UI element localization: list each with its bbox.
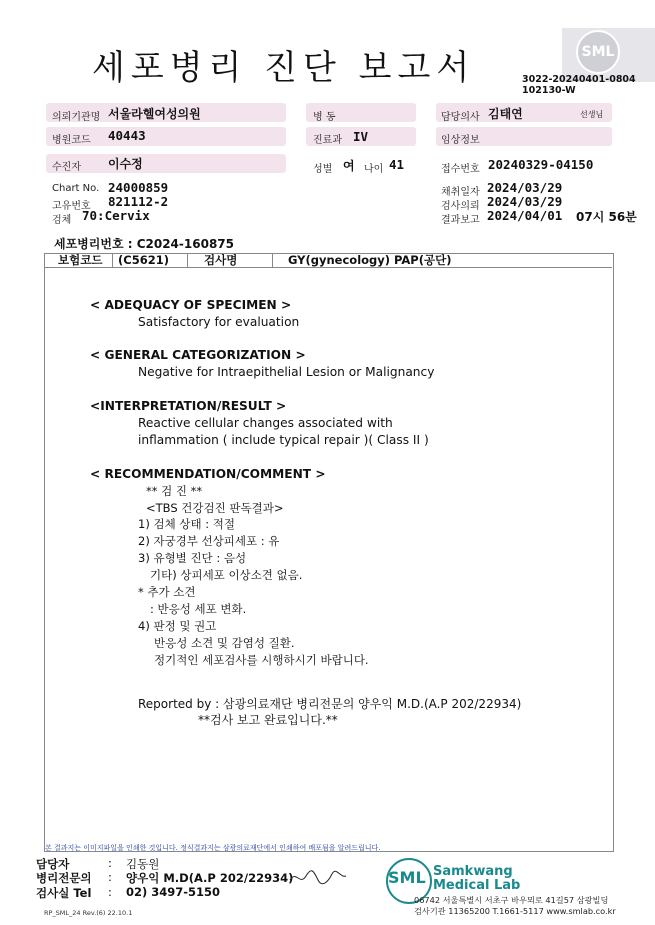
reported-by: Reported by : 삼광의료재단 병리전문의 양우익 M.D.(A.P 202/22934) <box>138 697 522 711</box>
receipt-label: 접수번호 <box>441 164 480 175</box>
clinical-info-label: 임상정보 <box>441 135 480 146</box>
lab-address: 06742 서울특별시 서초구 바우뫼로 41길57 삼광빌딩 <box>414 895 609 905</box>
age-label: 나이 <box>364 164 384 175</box>
colon: : <box>108 870 112 884</box>
pathology-number: 세포병리번호 : C2024-160875 <box>54 237 234 251</box>
brand-name-line2: Medical Lab <box>433 878 521 893</box>
collect-date-label: 채취일자 <box>441 187 480 198</box>
test-name-value: GY(gynecology) PAP(공단) <box>288 253 452 267</box>
insurance-code-value: (C5621) <box>118 253 169 267</box>
request-date-label: 검사의뢰 <box>441 201 480 212</box>
result-time-value: 07시 56분 <box>576 210 637 224</box>
report-code-line2: 102130-W <box>522 85 576 96</box>
recommendation-heading: < RECOMMENDATION/COMMENT > <box>90 467 326 481</box>
rec-line: : 반응성 세포 변화. <box>150 602 247 616</box>
sml-logo-icon: SML <box>576 30 620 74</box>
divider <box>187 253 188 267</box>
doctor-label: 담당의사 <box>441 112 480 123</box>
rec-line: <TBS 건강검진 판독결과> <box>146 501 284 515</box>
doctor-value: 김태연 <box>488 107 523 121</box>
lab-tel-label: 검사실 Tel <box>36 886 92 900</box>
test-header-row <box>44 253 612 268</box>
divider <box>272 253 273 267</box>
unique-no-value: 821112-2 <box>108 194 169 209</box>
recipient-label: 수진자 <box>52 162 81 173</box>
rec-line: 기타) 상피세포 이상소견 없음. <box>150 568 303 582</box>
colon: : <box>108 885 112 899</box>
rec-line: 반응성 소견 및 감염성 질환. <box>154 636 295 650</box>
samkwang-logo-text: SML <box>388 868 426 887</box>
lab-contact: 검사기관 11365200 T.1661-5117 www.smlab.co.kr <box>414 906 616 916</box>
staff-value: 김동원 <box>126 857 160 871</box>
doctor-suffix: 선생님 <box>580 110 604 119</box>
signature-icon <box>288 868 348 888</box>
rec-line: * 추가 소견 <box>138 585 196 599</box>
rec-line: 2) 자궁경부 선상피세포 : 유 <box>138 534 280 548</box>
institution-label: 의뢰기관명 <box>52 112 101 123</box>
report-title: 세포병리 진단 보고서 <box>92 48 476 88</box>
pathologist-label: 병리전문의 <box>36 871 92 885</box>
dept-value: IV <box>353 129 369 144</box>
brand-name-line1: Samkwang <box>433 864 513 879</box>
interpretation-heading: <INTERPRETATION/RESULT > <box>90 399 287 413</box>
specimen-label: 검체 <box>52 215 72 226</box>
result-date-label: 결과보고 <box>441 215 480 226</box>
interpretation-line2: inflammation ( include typical repair )( Class II ) <box>138 433 429 447</box>
age-value: 41 <box>389 157 405 172</box>
divider <box>112 253 113 267</box>
print-notice: 본 결과지는 이미지파일을 인쇄한 것입니다. 정식결과지는 삼광의료재단에서 인쇄하여 배포됨을 알려드립니다. <box>45 844 381 852</box>
hospital-code-label: 병원코드 <box>52 135 91 146</box>
rec-line: 1) 검체 상태 : 적절 <box>138 517 235 531</box>
report-body <box>44 253 614 852</box>
staff-label: 담당자 <box>36 857 70 871</box>
unique-no-label: 고유번호 <box>52 201 91 212</box>
ward-label: 병 동 <box>313 112 336 123</box>
recipient-value: 이수정 <box>108 157 143 171</box>
adequacy-text: Satisfactory for evaluation <box>138 315 300 329</box>
insurance-code-label: 보험코드 <box>58 253 103 267</box>
chart-label: Chart No. <box>52 183 100 194</box>
receipt-value: 20240329-04150 <box>488 157 594 172</box>
request-date-value: 2024/03/29 <box>487 194 563 209</box>
sex-label: 성별 <box>313 164 333 175</box>
dept-label: 진료과 <box>313 135 342 146</box>
institution-value: 서울라헬여성의원 <box>108 107 201 121</box>
sex-value: 여 <box>343 159 355 173</box>
form-id: RP_SML_24 Rev.(6) 22.10.1 <box>44 909 133 917</box>
general-text: Negative for Intraepithelial Lesion or Malignancy <box>138 365 435 379</box>
rec-line: 정기적인 세포검사를 시행하시기 바랍니다. <box>154 653 369 667</box>
rec-line: 4) 판정 및 권고 <box>138 619 217 633</box>
result-date-value: 2024/04/01 <box>487 208 563 223</box>
general-heading: < GENERAL CATEGORIZATION > <box>90 348 306 362</box>
report-code-line1: 3022-20240401-0804 <box>522 74 636 85</box>
chart-value: 24000859 <box>108 180 169 195</box>
collect-date-value: 2024/03/29 <box>487 180 563 195</box>
rec-line: 3) 유형별 진단 : 음성 <box>138 551 247 565</box>
specimen-value: 70:Cervix <box>82 208 150 223</box>
lab-tel-value: 02) 3497-5150 <box>126 885 221 899</box>
interpretation-line1: Reactive cellular changes associated with <box>138 416 393 430</box>
hospital-code-value: 40443 <box>108 128 146 143</box>
test-name-label: 검사명 <box>204 253 238 267</box>
pill-recipient <box>46 154 286 173</box>
colon: : <box>108 856 112 870</box>
rec-line: ** 검 진 ** <box>146 484 203 498</box>
report-complete: **검사 보고 완료입니다.** <box>198 713 338 727</box>
pathologist-value: 양우익 M.D(A.P 202/22934) <box>126 871 294 885</box>
adequacy-heading: < ADEQUACY OF SPECIMEN > <box>90 298 292 312</box>
